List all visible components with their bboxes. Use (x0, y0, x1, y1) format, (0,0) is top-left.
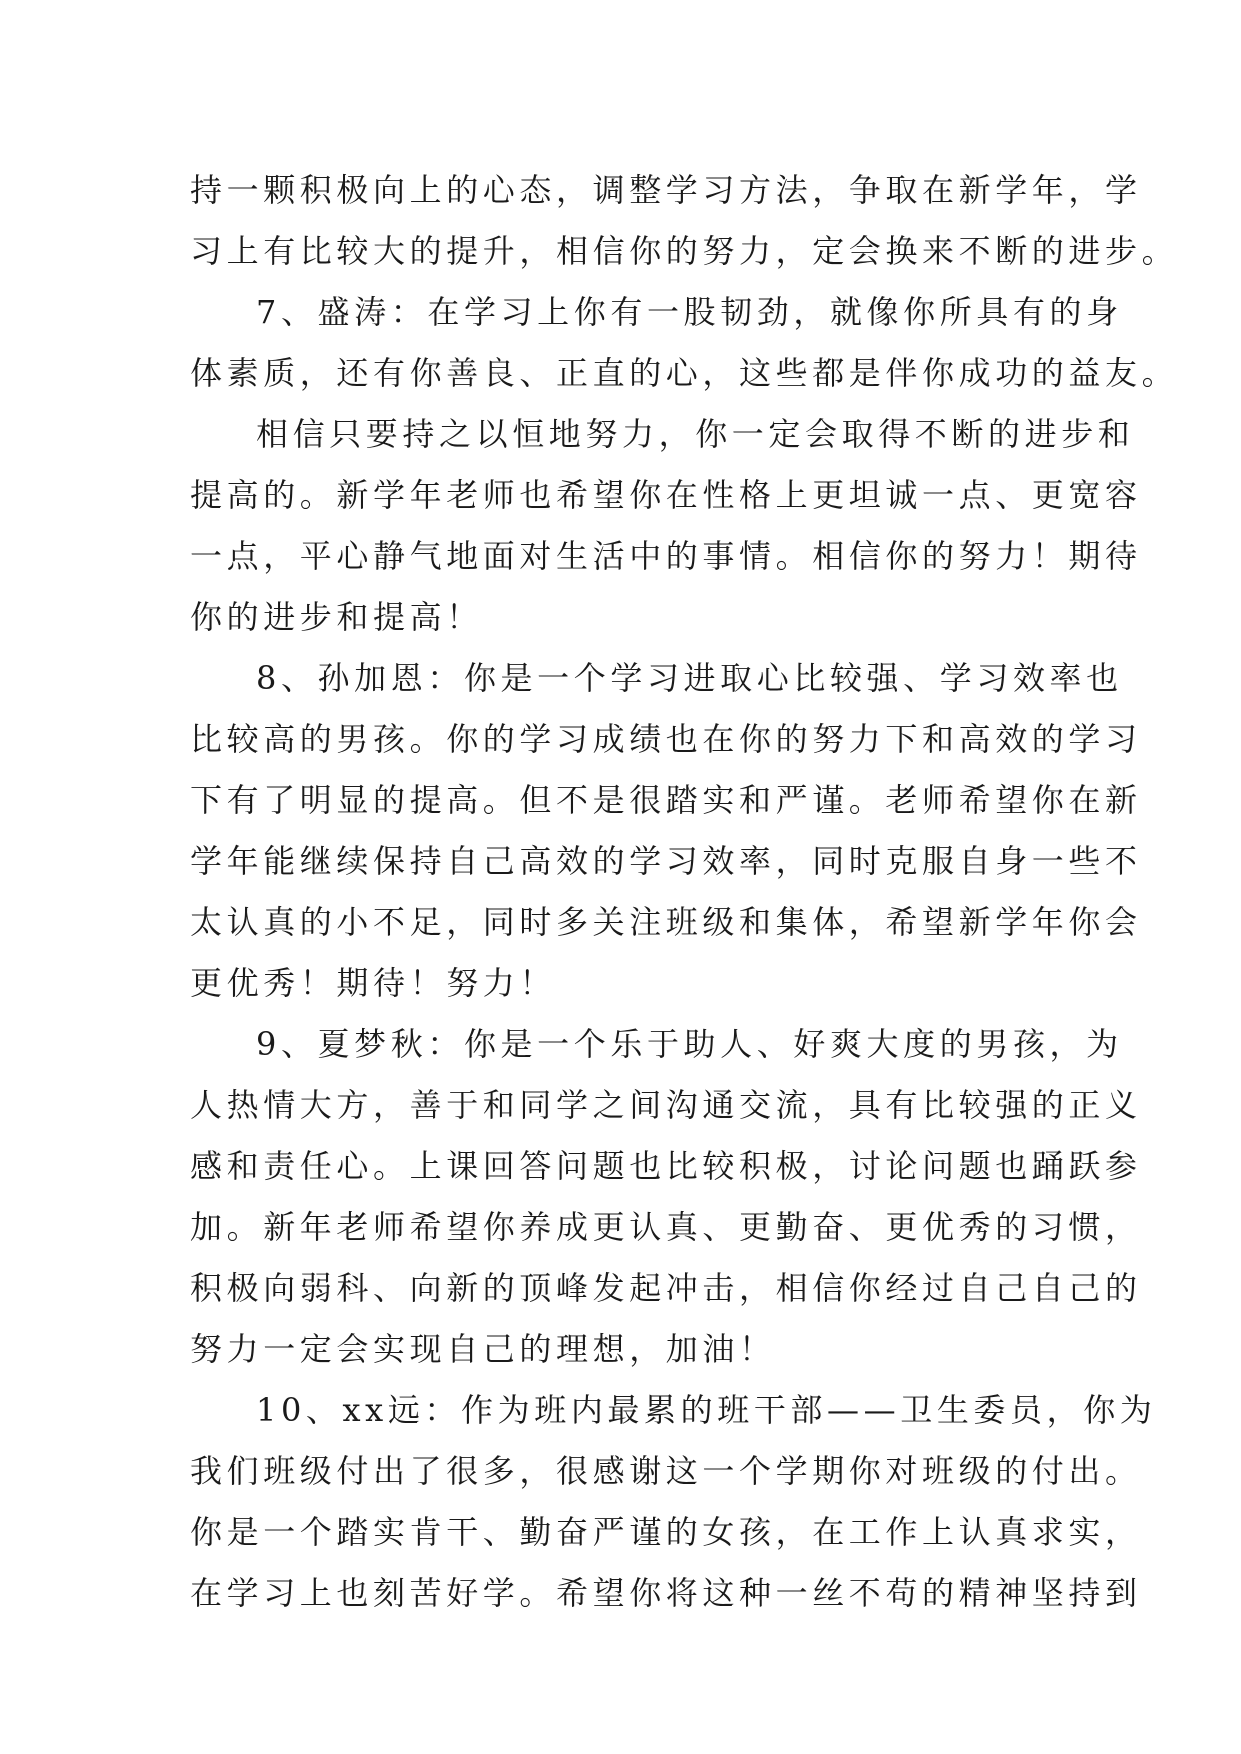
text-line: 习上有比较大的提升，相信你的努力，定会换来不断的进步。 (190, 232, 1179, 270)
text-line: 你的进步和提高！ (190, 598, 483, 636)
text-line: 体素质，还有你善良、正直的心，这些都是伴你成功的益友。 (190, 354, 1179, 392)
text-line: 7、盛涛：在学习上你有一股韧劲，就像你所具有的身 (256, 293, 1123, 331)
text-line: 太认真的小不足，同时多关注班级和集体，希望新学年你会 (190, 903, 1142, 941)
text-line: 下有了明显的提高。但不是很踏实和严谨。老师希望你在新 (190, 781, 1142, 819)
text-line: 持一颗积极向上的心态，调整学习方法，争取在新学年，学 (190, 171, 1142, 209)
document-page (190, 160, 1179, 1624)
text-line: 学年能继续保持自己高效的学习效率，同时克服自身一些不 (190, 842, 1142, 880)
text-line: 一点，平心静气地面对生活中的事情。相信你的努力！期待 (190, 537, 1142, 575)
text-line: 努力一定会实现自己的理想，加油！ (190, 1330, 776, 1368)
text-line: 9、夏梦秋：你是一个乐于助人、好爽大度的男孩，为 (256, 1025, 1123, 1063)
text-line: 10、xx远：作为班内最累的班干部——卫生委员，你为 (256, 1391, 1157, 1429)
text-line: 人热情大方，善于和同学之间沟通交流，具有比较强的正义 (190, 1086, 1142, 1124)
text-line: 积极向弱科、向新的顶峰发起冲击，相信你经过自己自己的 (190, 1269, 1142, 1307)
text-line: 比较高的男孩。你的学习成绩也在你的努力下和高效的学习 (190, 720, 1142, 758)
text-line: 我们班级付出了很多，很感谢这一个学期你对班级的付出。 (190, 1452, 1142, 1490)
text-line: 加。新年老师希望你养成更认真、更勤奋、更优秀的习惯， (190, 1208, 1142, 1246)
text-line: 你是一个踏实肯干、勤奋严谨的女孩，在工作上认真求实， (190, 1513, 1142, 1551)
text-line: 提高的。新学年老师也希望你在性格上更坦诚一点、更宽容 (190, 476, 1142, 514)
text-line: 更优秀！期待！努力！ (190, 964, 557, 1002)
text-line: 相信只要持之以恒地努力，你一定会取得不断的进步和 (256, 415, 1135, 453)
text-line: 感和责任心。上课回答问题也比较积极，讨论问题也踊跃参 (190, 1147, 1142, 1185)
text-line: 在学习上也刻苦好学。希望你将这种一丝不苟的精神坚持到 (190, 1574, 1142, 1612)
text-line: 8、孙加恩：你是一个学习进取心比较强、学习效率也 (256, 659, 1123, 697)
